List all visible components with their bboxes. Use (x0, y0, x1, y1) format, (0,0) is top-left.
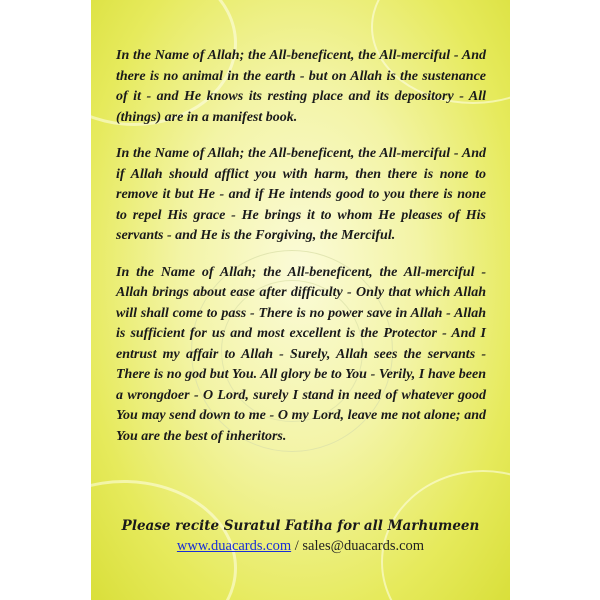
email-text: sales@duacards.com (302, 538, 425, 554)
dua-paragraph-3: In the Name of Allah; the All-beneficent, the All-merciful - Allah brings about ease after difficulty - Only that which Allah will shall come to pass - There is no power save in Allah - Allah is sufficient for us and most excellent is the Protector - And I entrust my affair to Allah - Surely, Allah sees the servants - There is no god but You. All glory be to You - Verily, I have been a wrongdoer - O Lord, surely I stand in need of whatever good You may send down to me - O my Lord, leave me not alone; and You are the best of inheritors. (116, 264, 486, 444)
dua-paragraph-1: In the Name of Allah; the All-beneficent, the All-merciful - And there is no animal in the earth - but on Allah is the sustenance of it - and He knows its resting place and its depository - All (things) are in a manifest book. (116, 48, 486, 125)
recite-note: Please recite Suratul Fatiha for all Marhumeen (121, 518, 480, 534)
contact-line (91, 538, 510, 555)
dua-paragraph-2: In the Name of Allah; the All-beneficent, the All-merciful - And if Allah should afflict you with harm, then there is none to remove it but He - and if He intends good to you there is none to repel His grace - He brings it to whom He pleases of His servants - and He is the Forgiving, the Merciful. (116, 146, 486, 243)
website-link[interactable]: www.duacards.com (176, 538, 292, 554)
card-text (116, 46, 486, 463)
separator: / (291, 538, 303, 554)
card-footer (91, 518, 510, 555)
